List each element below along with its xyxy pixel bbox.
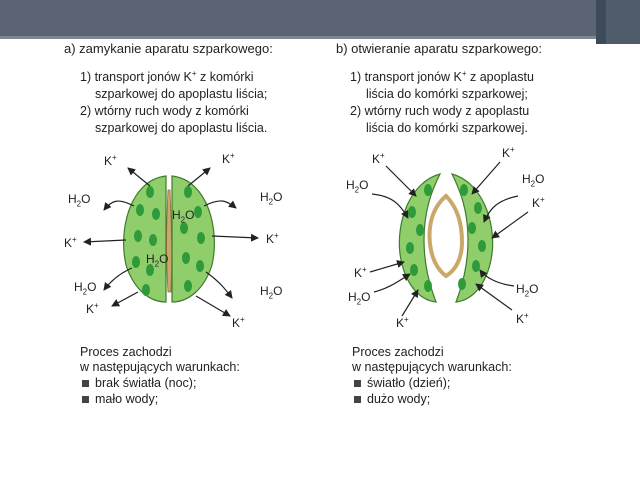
opening-step2-line1: 2) wtórny ruch wody z apoplastu	[350, 104, 530, 118]
bullet-icon	[82, 396, 89, 403]
opening-label-water-bottom-left: $H_2O$	[348, 290, 371, 307]
bullet-icon	[354, 380, 361, 387]
closing-label-water-center-lower: $H_2O$	[146, 252, 169, 269]
closing-conditions-line2: w następujących warunkach:	[80, 360, 240, 374]
closing-label-k-bottom-right: K+	[232, 315, 245, 330]
opening-condition-item: dużo wody;	[354, 392, 430, 407]
opening-conditions-line1: Proces zachodzi	[352, 345, 444, 359]
closing-step2-line2: szparkowej do apoplastu liścia.	[95, 121, 268, 135]
opening-conditions-line2: w następujących warunkach:	[352, 360, 512, 374]
closing-conditions-line1: Proces zachodzi	[80, 345, 172, 359]
closing-label-water-bottom-right: $H_2O$	[260, 284, 283, 301]
closing-label-k-top-right: K+	[222, 151, 235, 166]
opening-label-water-bottom-right: $H_2O$	[516, 282, 539, 299]
closed-guard-cell-right	[172, 176, 214, 302]
opening-label-k-top-left: K+	[372, 151, 385, 166]
open-pore	[430, 196, 462, 276]
closing-label-k-right: K+	[266, 231, 279, 246]
bullet-icon	[354, 396, 361, 403]
opening-label-k-top-right: K+	[502, 145, 515, 160]
closing-step1-line1: 1) transport jonów K+ z komórki	[80, 68, 254, 84]
opening-label-k-left: K+	[354, 265, 367, 280]
title-closing: a) zamykanie aparatu szparkowego:	[64, 41, 273, 56]
closed-pore	[167, 190, 172, 292]
opening-label-k-bottom-left: K+	[396, 315, 409, 330]
closing-step2-line1: 2) wtórny ruch wody z komórki	[80, 104, 249, 118]
closed-guard-cell-left	[124, 176, 169, 302]
opening-label-k-right: K+	[532, 195, 545, 210]
closing-label-k-bottom-left: K+	[86, 301, 99, 316]
closing-label-water-left: $H_2O$	[68, 192, 91, 209]
closing-label-water-center-upper: $H_2O$	[172, 208, 195, 225]
opening-step2-line2: liścia do komórki szparkowej.	[366, 121, 528, 135]
opening-label-water-right: $H_2O$	[522, 172, 545, 189]
closing-condition-item: brak światła (noc);	[82, 376, 196, 391]
closing-step1-line2: szparkowej do apoplastu liścia;	[95, 87, 268, 101]
opening-step1-line2: liścia do komórki szparkowej;	[366, 87, 528, 101]
opening-condition-item: światło (dzień);	[354, 376, 450, 391]
closing-label-water-right: $H_2O$	[260, 190, 283, 207]
opening-step1-line1: 1) transport jonów K+ z apoplastu	[350, 68, 534, 84]
closing-label-k-top-left: K+	[104, 153, 117, 168]
opening-label-water-left: $H_2O$	[346, 178, 369, 195]
title-opening: b) otwieranie aparatu szparkowego:	[336, 41, 542, 56]
opening-label-k-bottom-right: K+	[516, 311, 529, 326]
closing-label-k-left: K+	[64, 235, 77, 250]
closing-condition-item: mało wody;	[82, 392, 158, 407]
bullet-icon	[82, 380, 89, 387]
closing-label-water-bottom-left: $H_2O$	[74, 280, 97, 297]
